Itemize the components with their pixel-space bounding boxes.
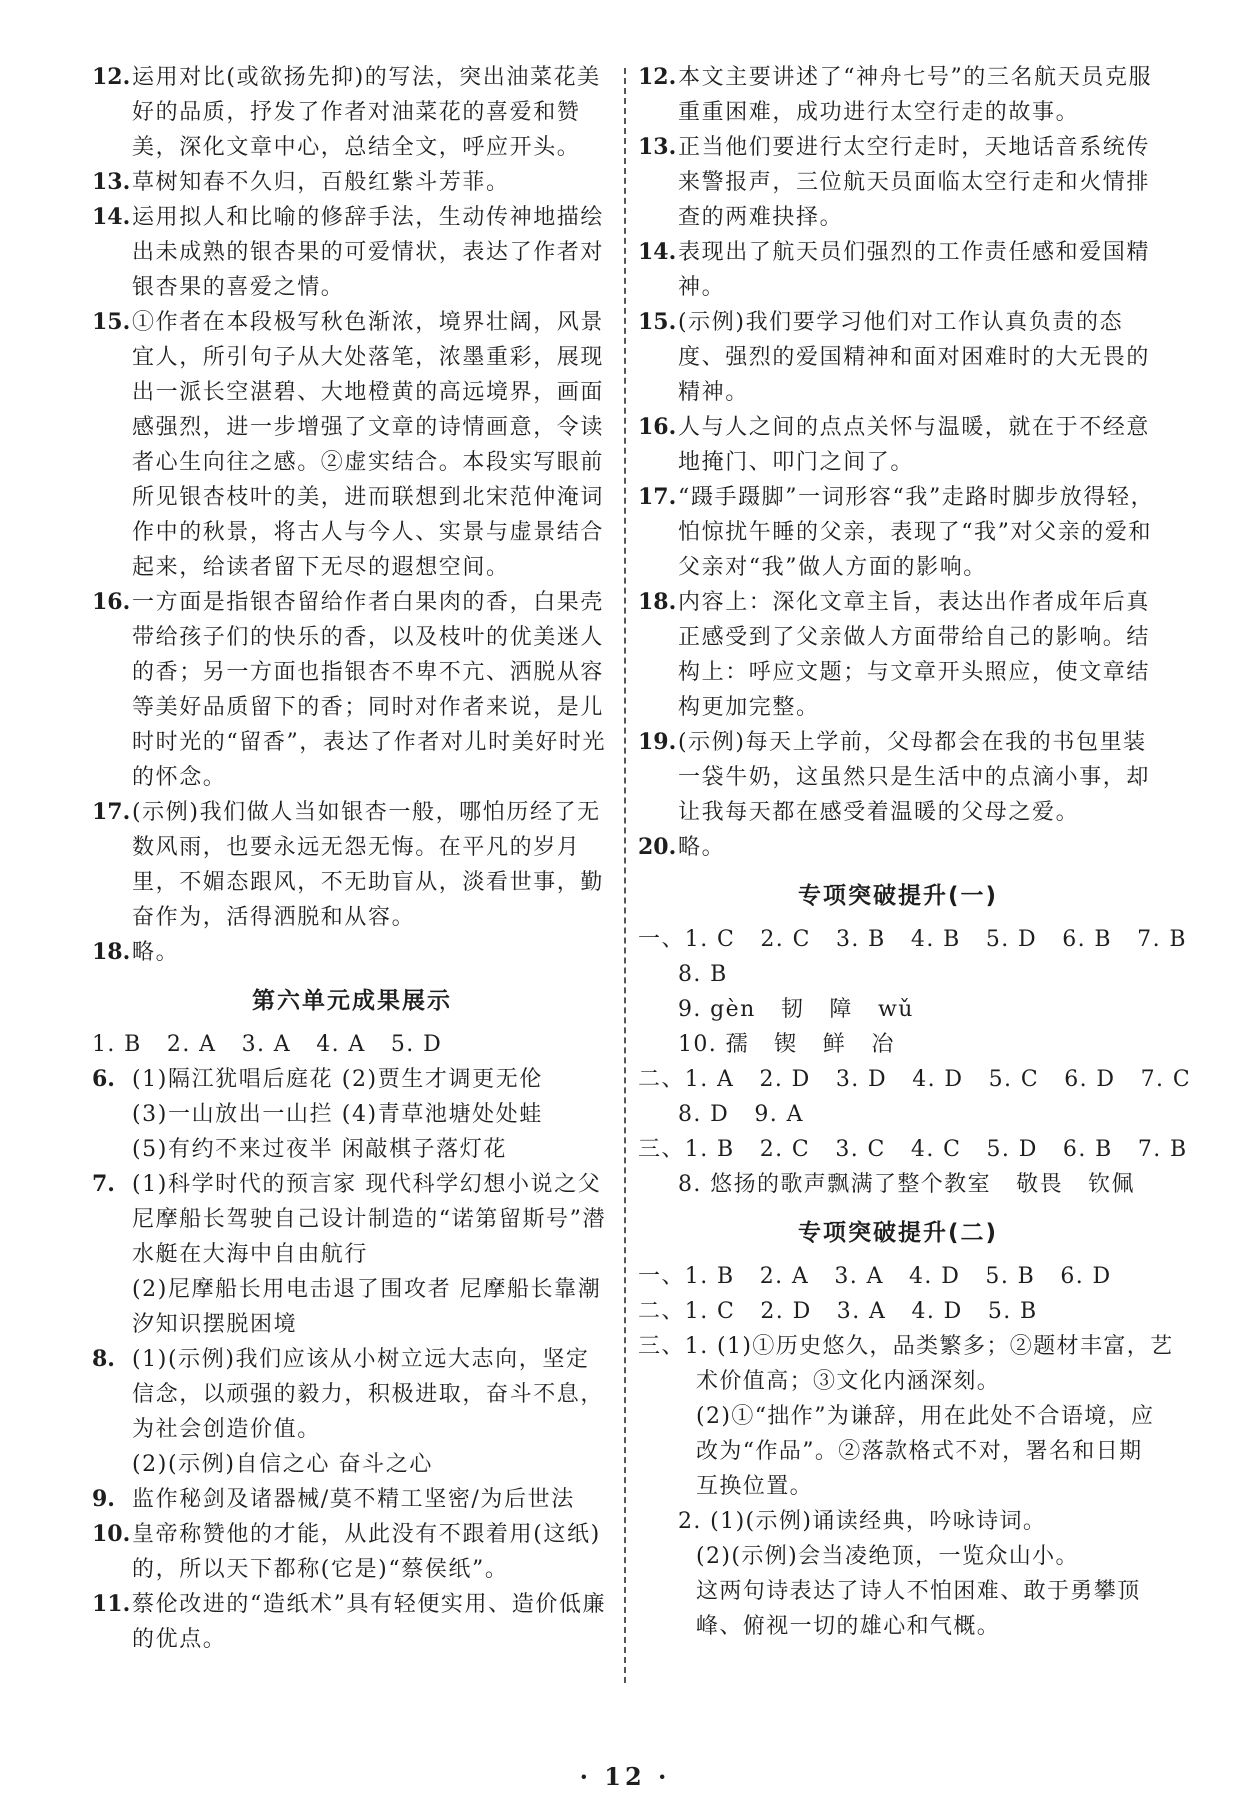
question-number: 17. (638, 484, 677, 510)
answer-item (92, 1482, 612, 1517)
answer-text: ①作者在本段极写秋色渐浓，境界壮阔，风景宜人，所引句子从大处落笔，浓墨重彩，展现出一派长空湛碧、大地橙黄的高远境界，画面感强烈，进一步增强了文章的诗情画意，令读者心生向往之感。②虚实结合。本段实写眼前所见银杏枝叶的美，进而联想到北宋范仲淹词作中的秋景，将古人与今人、实景与虚景结合起来，给读者留下无尽的遐想空间。 (132, 310, 605, 580)
answer-text: 蔡伦改进的“造纸术”具有轻便实用、造价低廉的优点。 (132, 1592, 607, 1652)
answer-text: 运用对比(或欲扬先抑)的写法，突出油菜花美好的品质，抒发了作者对油菜花的喜爱和赞美，深化文章中心，总结全文，呼应开头。 (132, 65, 601, 160)
answer-line: 术价值高；③文化内涵深刻。 (696, 1369, 1001, 1394)
right-column (638, 60, 1192, 1644)
answer-text: (2)(示例)自信之心 奋斗之心 (132, 1452, 433, 1477)
answer-line: 这两句诗表达了诗人不怕困难、敢于勇攀顶 (696, 1579, 1141, 1604)
answer-text: 人与人之间的点点关怀与温暖，就在于不经意地掩门、叩门之间了。 (678, 415, 1151, 475)
answer-line: 改为“作品”。②落款格式不对，署名和日期 (696, 1439, 1143, 1464)
question-number: 9. (92, 1486, 115, 1512)
left-answers-bottom (92, 1062, 612, 1657)
question-number: 19. (638, 729, 677, 755)
answer-line: 8. B (678, 962, 728, 987)
answer-item (638, 830, 1158, 865)
section-heading-special-1: 专项突破提升(一) (797, 883, 999, 909)
answer-item (92, 795, 612, 935)
question-number: 16. (92, 589, 131, 615)
answer-line: 二、1. A 2. D 3. D 4. D 5. C 6. D 7. C (638, 1067, 1192, 1092)
answer-text: 运用拟人和比喻的修辞手法，生动传神地描绘出未成熟的银杏果的可爱情状，表达了作者对银杏果的喜爱之情。 (132, 205, 605, 300)
answer-text: 草树知春不久归，百般红紫斗芳菲。 (132, 170, 510, 195)
answer-item (638, 235, 1158, 305)
answer-item (92, 1342, 612, 1482)
left-answers-top (92, 60, 612, 970)
answer-line: 峰、俯视一切的雄心和气概。 (696, 1614, 1001, 1639)
answer-item (92, 200, 612, 305)
answer-item (638, 130, 1158, 235)
answer-line: 9. gèn 韧 障 wǔ (678, 997, 914, 1022)
question-number: 12. (638, 64, 677, 90)
question-number: 16. (638, 414, 677, 440)
answer-text: 表现出了航天员们强烈的工作责任感和爱国精神。 (678, 240, 1151, 300)
answer-text: (5)有约不来过夜半 闲敲棋子落灯花 (132, 1137, 507, 1162)
question-number: 13. (638, 134, 677, 160)
special-1-answers (638, 922, 1192, 1202)
special-2-answers (638, 1259, 1174, 1644)
answer-line: 8. 悠扬的歌声飘满了整个教室 敬畏 钦佩 (678, 1172, 1135, 1197)
answer-line: 互换位置。 (696, 1474, 814, 1499)
question-number: 14. (638, 239, 677, 265)
question-number: 20. (638, 834, 677, 860)
answer-item (92, 1517, 612, 1587)
question-number: 7. (92, 1171, 115, 1197)
answer-text: (1)(示例)我们应该从小树立远大志向，坚定信念，以顽强的毅力，积极进取，奋斗不息，为社会创造价值。 (132, 1347, 605, 1442)
question-number: 18. (92, 939, 131, 965)
answer-text: 略。 (132, 940, 180, 965)
answer-text: (1)隔江犹唱后庭花 (2)贾生才调更无伦 (132, 1067, 543, 1092)
answer-item (638, 585, 1158, 725)
question-number: 15. (92, 309, 131, 335)
answer-item (638, 410, 1158, 480)
answer-line: (2)①“拙作”为谦辞，用在此处不合语境，应 (696, 1404, 1155, 1429)
answer-text: (示例)我们要学习他们对工作认真负责的态度、强烈的爱国精神和面对困难时的大无畏的精神。 (678, 310, 1151, 405)
answer-text: (示例)我们做人当如银杏一般，哪怕历经了无数风雨，也要永远无怨无悔。在平凡的岁月里，不媚态跟风，不无助盲从，淡看世事，勤奋作为，活得洒脱和从容。 (132, 800, 605, 930)
question-number: 12. (92, 64, 131, 90)
answer-item (638, 480, 1158, 585)
question-number: 15. (638, 309, 677, 335)
answer-line: (2)(示例)会当凌绝顶，一览众山小。 (696, 1544, 1079, 1569)
question-number: 14. (92, 204, 131, 230)
answer-text: (3)一山放出一山拦 (4)青草池塘处处蛙 (132, 1102, 543, 1127)
question-number: 11. (92, 1591, 131, 1617)
answer-item (92, 935, 612, 970)
answer-text: 略。 (678, 835, 726, 860)
answer-text: (2)尼摩船长用电击退了围攻者 尼摩船长靠潮汐知识摆脱困境 (132, 1277, 602, 1337)
question-number: 18. (638, 589, 677, 615)
answer-line: 三、1. B 2. C 3. C 4. C 5. D 6. B 7. B (638, 1137, 1188, 1162)
question-number: 17. (92, 799, 131, 825)
answer-line: 8. D 9. A (678, 1102, 804, 1127)
answer-text: 本文主要讲述了“神舟七号”的三名航天员克服重重困难，成功进行太空行走的故事。 (678, 65, 1153, 125)
answer-text: “蹑手蹑脚”一词形容“我”走路时脚步放得轻，怕惊扰午睡的父亲，表现了“我”对父亲的爱和父亲对“我”做人方面的影响。 (678, 485, 1155, 580)
answer-item (638, 725, 1158, 830)
answer-item (638, 305, 1158, 410)
answer-item (92, 305, 612, 585)
question-number: 10. (92, 1521, 131, 1547)
question-number: 8. (92, 1346, 115, 1372)
answer-line: 一、1. C 2. C 3. B 4. B 5. D 6. B 7. B (638, 927, 1187, 952)
answer-item (92, 1167, 612, 1342)
answer-item (92, 60, 612, 165)
answer-line: 一、1. B 2. A 3. A 4. D 5. B 6. D (638, 1264, 1112, 1289)
answer-text: 一方面是指银杏留给作者白果肉的香，白果壳带给孩子们的快乐的香，以及枝叶的优美迷人的香；另一方面也指银杏不卑不亢、洒脱从容等美好品质留下的香；同时对作者来说，是儿时时光的“留香”，表达了作者对儿时美好时光的怀念。 (132, 590, 607, 790)
answer-text: (示例)每天上学前，父母都会在我的书包里装一袋牛奶，这虽然只是生活中的点滴小事，却让我每天都在感受着温暖的父母之爱。 (678, 730, 1151, 825)
answer-text: 正当他们要进行太空行走时，天地话音系统传来警报声，三位航天员面临太空行走和火情排查的两难抉择。 (678, 135, 1151, 230)
answer-item (92, 585, 612, 795)
question-number: 6. (92, 1066, 115, 1092)
answer-text: 皇帝称赞他的才能，从此没有不跟着用(这纸)的，所以天下都称(它是)“蔡侯纸”。 (132, 1522, 601, 1582)
answer-line: 2. (1)(示例)诵读经典，吟咏诗词。 (678, 1509, 1047, 1534)
answer-text: 监作秘剑及诸器械/莫不精工坚密/为后世法 (132, 1487, 575, 1512)
answer-item (638, 60, 1158, 130)
answer-item (92, 165, 612, 200)
left-column (92, 60, 612, 1657)
section-heading-special-2: 专项突破提升(二) (797, 1220, 999, 1246)
right-answers (638, 60, 1158, 865)
answer-line: 10. 孺 锲 鲜 冶 (678, 1032, 895, 1057)
unit6-choice-answers: 1. B 2. A 3. A 4. A 5. D (92, 1032, 443, 1057)
section-heading-unit6: 第六单元成果展示 (252, 988, 452, 1014)
answer-text: 内容上：深化文章主旨，表达出作者成年后真正感受到了父亲做人方面带给自己的影响。结构上：呼应文题；与文章开头照应，使文章结构更加完整。 (678, 590, 1151, 720)
page-number: · 12 · (579, 1762, 671, 1791)
answer-line: 二、1. C 2. D 3. A 4. D 5. B (638, 1299, 1038, 1324)
answer-item (92, 1587, 612, 1657)
answer-text: (1)科学时代的预言家 现代科学幻想小说之父 尼摩船长驾驶自己设计制造的“诺第留斯号”潜水艇在大海中自由航行 (132, 1172, 607, 1267)
column-divider (624, 68, 626, 1683)
answer-item (92, 1062, 612, 1167)
answer-line: 三、1. (1)①历史悠久，品类繁多；②题材丰富，艺 (638, 1334, 1174, 1359)
question-number: 13. (92, 169, 131, 195)
